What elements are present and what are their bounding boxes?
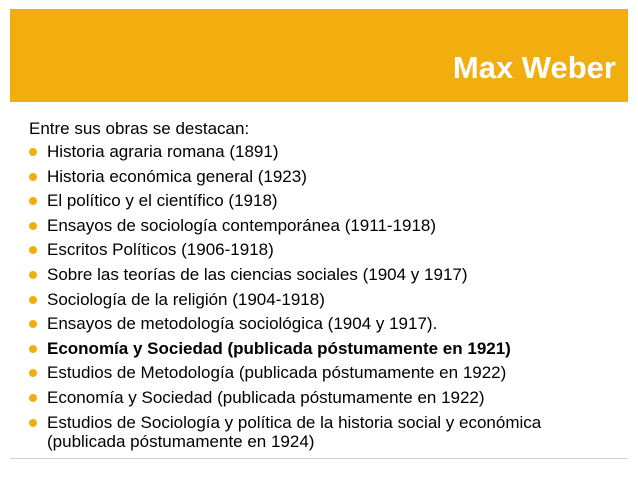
list-item [29, 314, 624, 333]
list-item [29, 290, 624, 309]
bottom-divider [10, 458, 628, 459]
slide-content [29, 118, 624, 456]
list-item-text: Ensayos de metodología sociológica (1904 y 1917). [47, 314, 438, 334]
list-item-text: Estudios de Metodología (publicada póstumamente en 1922) [47, 363, 507, 383]
list-item [29, 142, 624, 161]
bullet-dot-icon [29, 222, 37, 230]
list-item [29, 363, 624, 382]
bullet-dot-icon [29, 246, 37, 254]
list-item-text: Historia económica general (1923) [47, 166, 307, 186]
list-item [29, 388, 624, 407]
list-item-text: Escritos Políticos (1906-1918) [47, 240, 274, 260]
bullet-dot-icon [29, 271, 37, 279]
slide-title: Max Weber [452, 50, 616, 85]
bullet-dot-icon [29, 173, 37, 181]
bullet-dot-icon [29, 369, 37, 377]
list-item [29, 167, 624, 186]
list-item-text: Sociología de la religión (1904-1918) [47, 289, 325, 309]
bullet-dot-icon [29, 197, 37, 205]
bullet-dot-icon [29, 296, 37, 304]
list-item-text: Economía y Sociedad (publicada póstumamente en 1921) [47, 338, 511, 358]
list-item [29, 413, 624, 451]
title-bar [10, 9, 628, 102]
list-item [29, 216, 624, 235]
list-item-highlighted [29, 339, 624, 358]
bullet-dot-icon [29, 320, 37, 328]
list-item-text: Economía y Sociedad (publicada póstumamente en 1922) [47, 387, 485, 407]
list-item [29, 265, 624, 284]
list-item-text: Sobre las teorías de las ciencias sociales (1904 y 1917) [47, 264, 468, 284]
bullet-dot-icon [29, 148, 37, 156]
list-item [29, 191, 624, 210]
list-item [29, 240, 624, 259]
bullet-dot-icon [29, 345, 37, 353]
list-item-text: El político y el científico (1918) [47, 191, 278, 211]
list-item-text: Historia agraria romana (1891) [47, 142, 279, 161]
intro-text: Entre sus obras se destacan: [29, 119, 250, 138]
works-list [29, 142, 624, 451]
list-item-text: Estudios de Sociología y política de la historia social y económica (publicada póstumamente en 1924) [47, 412, 542, 451]
bullet-dot-icon [29, 419, 37, 427]
list-item-text: Ensayos de sociología contemporánea (1911-1918) [47, 215, 437, 235]
bullet-dot-icon [29, 394, 37, 402]
